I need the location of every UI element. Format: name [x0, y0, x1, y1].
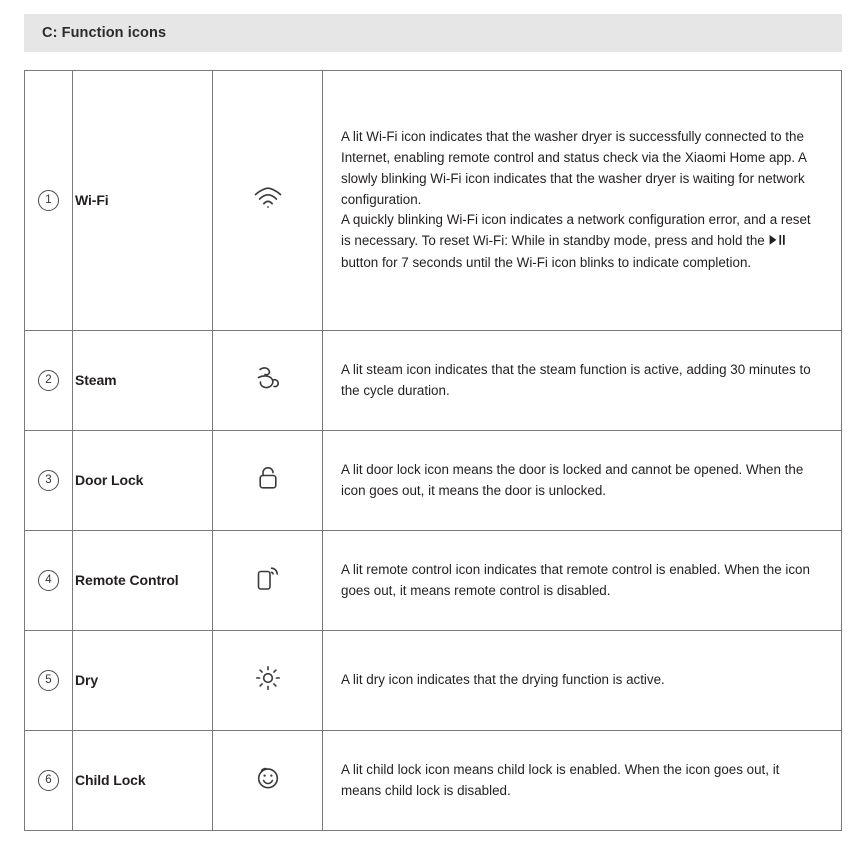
table-row: [25, 331, 842, 431]
row-number-badge: 3: [38, 470, 59, 491]
door-lock-description: A lit door lock icon means the door is locked and cannot be opened. When the icon goes out, it means the door is unlocked.: [341, 461, 804, 498]
row-name-cell: [73, 531, 213, 631]
child-lock-description: A lit child lock icon means child lock is enabled. When the icon goes out, it means child lock is disabled.: [341, 761, 780, 798]
row-description-cell: [323, 71, 842, 331]
function-name: Steam: [75, 371, 117, 388]
table-row: [25, 71, 842, 331]
row-name-cell: [73, 731, 213, 831]
row-number-badge: 1: [38, 190, 59, 211]
row-description-cell: [323, 431, 842, 531]
play-pause-icon: [768, 232, 787, 253]
row-icon-cell: [213, 631, 323, 731]
row-name-cell: [73, 431, 213, 531]
steam-icon: [255, 366, 281, 390]
row-description-cell: [323, 331, 842, 431]
section-header-title: C: Function icons: [42, 25, 167, 41]
row-icon-cell: [213, 71, 323, 331]
function-name: Remote Control: [75, 571, 179, 588]
function-name: Wi-Fi: [75, 191, 109, 208]
row-number-cell: [25, 331, 73, 431]
remote-control-description: A lit remote control icon indicates that remote control is enabled. When the icon goes out, it means remote control is disabled.: [341, 561, 810, 598]
row-name-cell: [73, 331, 213, 431]
door-lock-icon: [257, 466, 279, 490]
row-number-cell: [25, 731, 73, 831]
wifi-description-part-2b: button for 7 seconds until the Wi-Fi icon blinks to indicate completion.: [341, 254, 752, 270]
wifi-icon: [253, 187, 283, 209]
section-header: [24, 14, 842, 52]
row-number-badge: 4: [38, 570, 59, 591]
function-icons-table: [24, 70, 842, 831]
row-icon-cell: [213, 531, 323, 631]
row-number-cell: [25, 631, 73, 731]
wifi-description-part-1: A lit Wi-Fi icon indicates that the washer dryer is successfully connected to the Internet, enabling remote control and status check via the Xiaomi Home app. A slowly blinking Wi-Fi icon indicates that the washer dryer is waiting for network configuration.: [341, 129, 807, 207]
row-number-badge: 2: [38, 370, 59, 391]
dry-sun-icon: [255, 665, 281, 691]
dry-description: A lit dry icon indicates that the drying function is active.: [341, 672, 665, 688]
table-row: [25, 431, 842, 531]
row-icon-cell: [213, 331, 323, 431]
row-name-cell: [73, 71, 213, 331]
row-icon-cell: [213, 431, 323, 531]
function-name: Dry: [75, 671, 99, 688]
row-number-cell: [25, 431, 73, 531]
row-number-badge: 6: [38, 770, 59, 791]
row-number-badge: 5: [38, 670, 59, 691]
function-name: Door Lock: [75, 471, 144, 488]
function-name: Child Lock: [75, 771, 146, 788]
steam-description: A lit steam icon indicates that the steam function is active, adding 30 minutes to the cycle duration.: [341, 361, 811, 398]
table-row: [25, 631, 842, 731]
row-name-cell: [73, 631, 213, 731]
row-description-cell: [323, 531, 842, 631]
table-row: [25, 731, 842, 831]
row-description-cell: [323, 731, 842, 831]
row-number-cell: [25, 71, 73, 331]
child-lock-icon: [255, 765, 281, 791]
remote-control-icon: [255, 565, 281, 591]
row-description-cell: [323, 631, 842, 731]
wifi-description-part-2a: A quickly blinking Wi-Fi icon indicates a network configuration error, and a reset is necessary. To reset Wi-Fi: While in standby mode, press and hold the: [341, 212, 811, 249]
row-icon-cell: [213, 731, 323, 831]
row-number-cell: [25, 531, 73, 631]
table-row: [25, 531, 842, 631]
